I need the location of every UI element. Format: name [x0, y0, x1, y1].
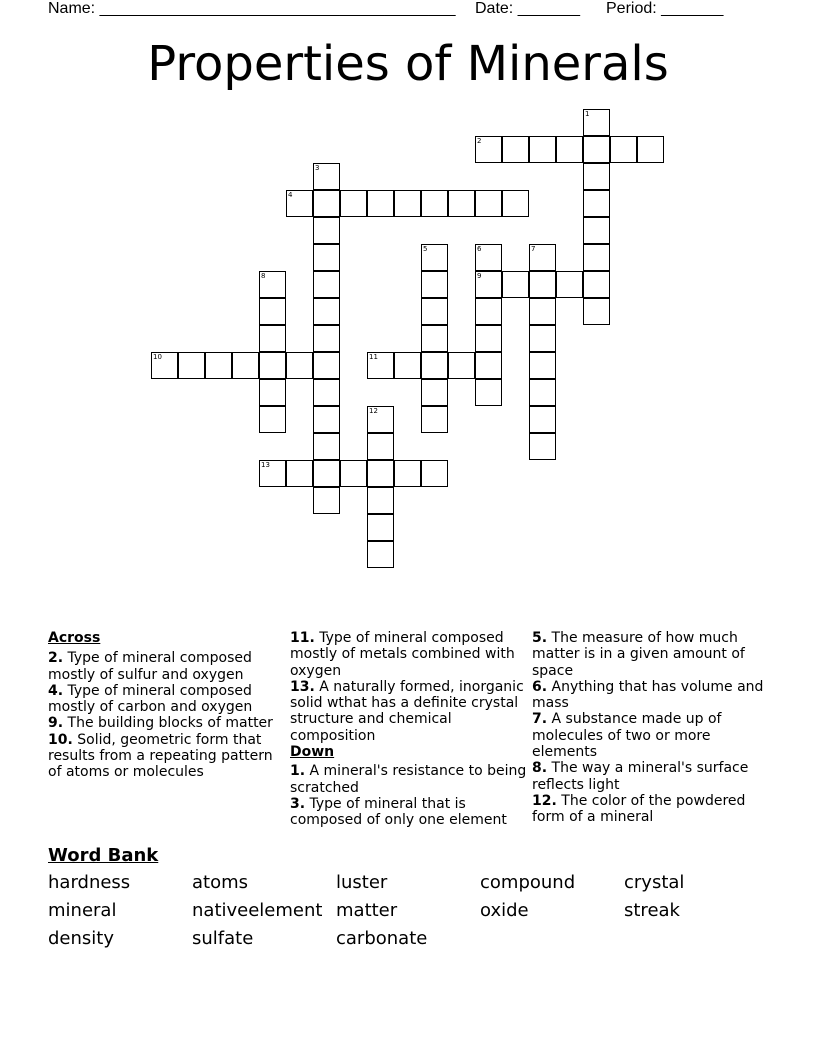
grid-cell[interactable] [367, 460, 394, 487]
grid-cell[interactable] [529, 244, 556, 271]
grid-cell[interactable] [259, 460, 286, 487]
clue-down-8: 8. The way a mineral's surface reflects light [532, 760, 749, 793]
grid-cell[interactable] [367, 514, 394, 541]
grid-cell[interactable] [394, 190, 421, 217]
grid-cell[interactable] [367, 352, 394, 379]
grid-cell[interactable] [610, 136, 637, 163]
grid-cell[interactable] [583, 298, 610, 325]
grid-cell[interactable] [259, 406, 286, 433]
grid-cell[interactable] [421, 298, 448, 325]
grid-cell[interactable] [178, 352, 205, 379]
grid-cell[interactable] [367, 406, 394, 433]
grid-cell[interactable] [259, 379, 286, 406]
grid-cell[interactable] [583, 109, 610, 136]
grid-cell[interactable] [583, 244, 610, 271]
clue-down-5: 5. The measure of how much matter is in a given amount of space [532, 630, 745, 679]
clue-number: 3 [315, 164, 320, 172]
grid-cell[interactable] [421, 379, 448, 406]
grid-cell[interactable] [421, 190, 448, 217]
grid-cell[interactable] [637, 136, 664, 163]
clue-number: 4 [288, 191, 293, 199]
clue-number: 6 [477, 245, 482, 253]
clue-across-10: 10. Solid, geometric form that results from a repeating pattern of atoms or molecules [48, 731, 273, 781]
clue-number: 11 [369, 353, 378, 361]
grid-cell[interactable] [313, 190, 340, 217]
grid-cell[interactable] [151, 352, 178, 379]
grid-cell[interactable] [313, 298, 340, 325]
grid-cell[interactable] [259, 271, 286, 298]
grid-cell[interactable] [583, 271, 610, 298]
grid-cell[interactable] [232, 352, 259, 379]
down-heading: Down [290, 744, 335, 761]
grid-cell[interactable] [286, 352, 313, 379]
clue-across-4: 4. Type of mineral composed mostly of carbon and oxygen [48, 682, 253, 716]
word-bank-word: hardness [48, 872, 131, 893]
grid-cell[interactable] [313, 460, 340, 487]
grid-cell[interactable] [475, 271, 502, 298]
word-bank-title: Word Bank [48, 845, 159, 866]
clue-number: 13 [261, 461, 270, 469]
clues-column-1 [48, 630, 284, 781]
across-heading: Across [48, 630, 101, 646]
grid-cell[interactable] [529, 433, 556, 460]
grid-cell[interactable] [529, 352, 556, 379]
grid-cell[interactable] [367, 541, 394, 568]
word-bank-word: crystal [624, 872, 685, 893]
grid-cell[interactable] [475, 379, 502, 406]
grid-cell[interactable] [259, 298, 286, 325]
grid-cell[interactable] [529, 136, 556, 163]
name-field[interactable]: Name: ________________________________________ [48, 0, 456, 17]
page-title: Properties of Minerals [147, 36, 669, 92]
word-bank-word: mineral [48, 900, 117, 921]
grid-cell[interactable] [421, 325, 448, 352]
clue-number: 10 [153, 353, 162, 361]
grid-cell[interactable] [313, 406, 340, 433]
grid-cell[interactable] [502, 271, 529, 298]
word-bank-word: matter [336, 900, 398, 921]
clue-number: 12 [369, 407, 378, 415]
grid-cell[interactable] [475, 325, 502, 352]
clue-across-11: 11. Type of mineral composed mostly of metals combined with oxygen [290, 630, 515, 679]
clue-across-9: 9. The building blocks of matter [48, 715, 273, 732]
grid-cell[interactable] [583, 190, 610, 217]
grid-cell[interactable] [205, 352, 232, 379]
grid-cell[interactable] [448, 352, 475, 379]
grid-cell[interactable] [556, 136, 583, 163]
grid-cell[interactable] [421, 460, 448, 487]
word-bank-word: sulfate [192, 928, 254, 949]
grid-cell[interactable] [313, 244, 340, 271]
grid-cell[interactable] [421, 352, 448, 379]
clue-down-6: 6. Anything that has volume and mass [532, 678, 764, 712]
grid-cell[interactable] [529, 271, 556, 298]
clue-down-12: 12. The color of the powdered form of a mineral [532, 792, 746, 826]
grid-cell[interactable] [502, 136, 529, 163]
clue-number: 2 [477, 137, 482, 145]
date-field[interactable]: Date: _______ [475, 0, 580, 17]
grid-cell[interactable] [529, 379, 556, 406]
grid-cell[interactable] [340, 460, 367, 487]
grid-cell[interactable] [286, 190, 313, 217]
grid-cell[interactable] [475, 136, 502, 163]
grid-cell[interactable] [583, 217, 610, 244]
grid-cell[interactable] [313, 379, 340, 406]
clues-column-2 [290, 630, 528, 829]
grid-cell[interactable] [259, 325, 286, 352]
grid-cell[interactable] [529, 406, 556, 433]
word-bank-word: luster [336, 872, 388, 893]
grid-cell[interactable] [394, 460, 421, 487]
word-bank-word: density [48, 928, 114, 949]
grid-cell[interactable] [367, 487, 394, 514]
grid-cell[interactable] [313, 433, 340, 460]
grid-cell[interactable] [286, 460, 313, 487]
clue-number: 8 [261, 272, 266, 280]
grid-cell[interactable] [367, 433, 394, 460]
clues-column-3 [532, 630, 768, 826]
word-bank-word: oxide [480, 900, 529, 921]
word-bank-word: carbonate [336, 928, 428, 949]
grid-cell[interactable] [475, 352, 502, 379]
grid-cell[interactable] [421, 406, 448, 433]
grid-cell[interactable] [259, 352, 286, 379]
grid-cell[interactable] [313, 325, 340, 352]
grid-cell[interactable] [421, 271, 448, 298]
grid-cell[interactable] [340, 190, 367, 217]
grid-cell[interactable] [475, 244, 502, 271]
grid-cell[interactable] [529, 298, 556, 325]
clue-across-13: 13. A naturally formed, inorganic solid wthat has a definite crystal structure and chemical composition [290, 678, 524, 744]
grid-cell[interactable] [313, 163, 340, 190]
grid-cell[interactable] [448, 190, 475, 217]
grid-cell[interactable] [475, 190, 502, 217]
grid-cell[interactable] [583, 136, 610, 163]
grid-cell[interactable] [529, 325, 556, 352]
clue-number: 5 [423, 245, 428, 253]
grid-cell[interactable] [475, 298, 502, 325]
grid-cell[interactable] [556, 271, 583, 298]
word-bank-word: compound [480, 872, 576, 893]
grid-cell[interactable] [313, 487, 340, 514]
word-bank-word: nativeelement [192, 900, 323, 921]
grid-cell[interactable] [394, 352, 421, 379]
period-field[interactable]: Period: _______ [606, 0, 724, 17]
grid-cell[interactable] [313, 217, 340, 244]
word-bank-word: atoms [192, 872, 249, 893]
grid-cell[interactable] [583, 163, 610, 190]
grid-cell[interactable] [313, 352, 340, 379]
word-bank-word: streak [624, 900, 680, 921]
clue-across-2: 2. Type of mineral composed mostly of sulfur and oxygen [48, 650, 252, 683]
clue-number: 7 [531, 245, 536, 253]
clue-down-7: 7. A substance made up of molecules of two or more elements [532, 711, 722, 761]
clue-number: 1 [585, 110, 590, 118]
clue-down-3: 3. Type of mineral that is composed of only one element [290, 795, 507, 829]
grid-cell[interactable] [313, 271, 340, 298]
grid-cell[interactable] [367, 190, 394, 217]
clue-number: 9 [477, 272, 482, 280]
clue-down-1: 1. A mineral's resistance to being scratched [290, 763, 527, 796]
grid-cell[interactable] [502, 190, 529, 217]
grid-cell[interactable] [421, 244, 448, 271]
